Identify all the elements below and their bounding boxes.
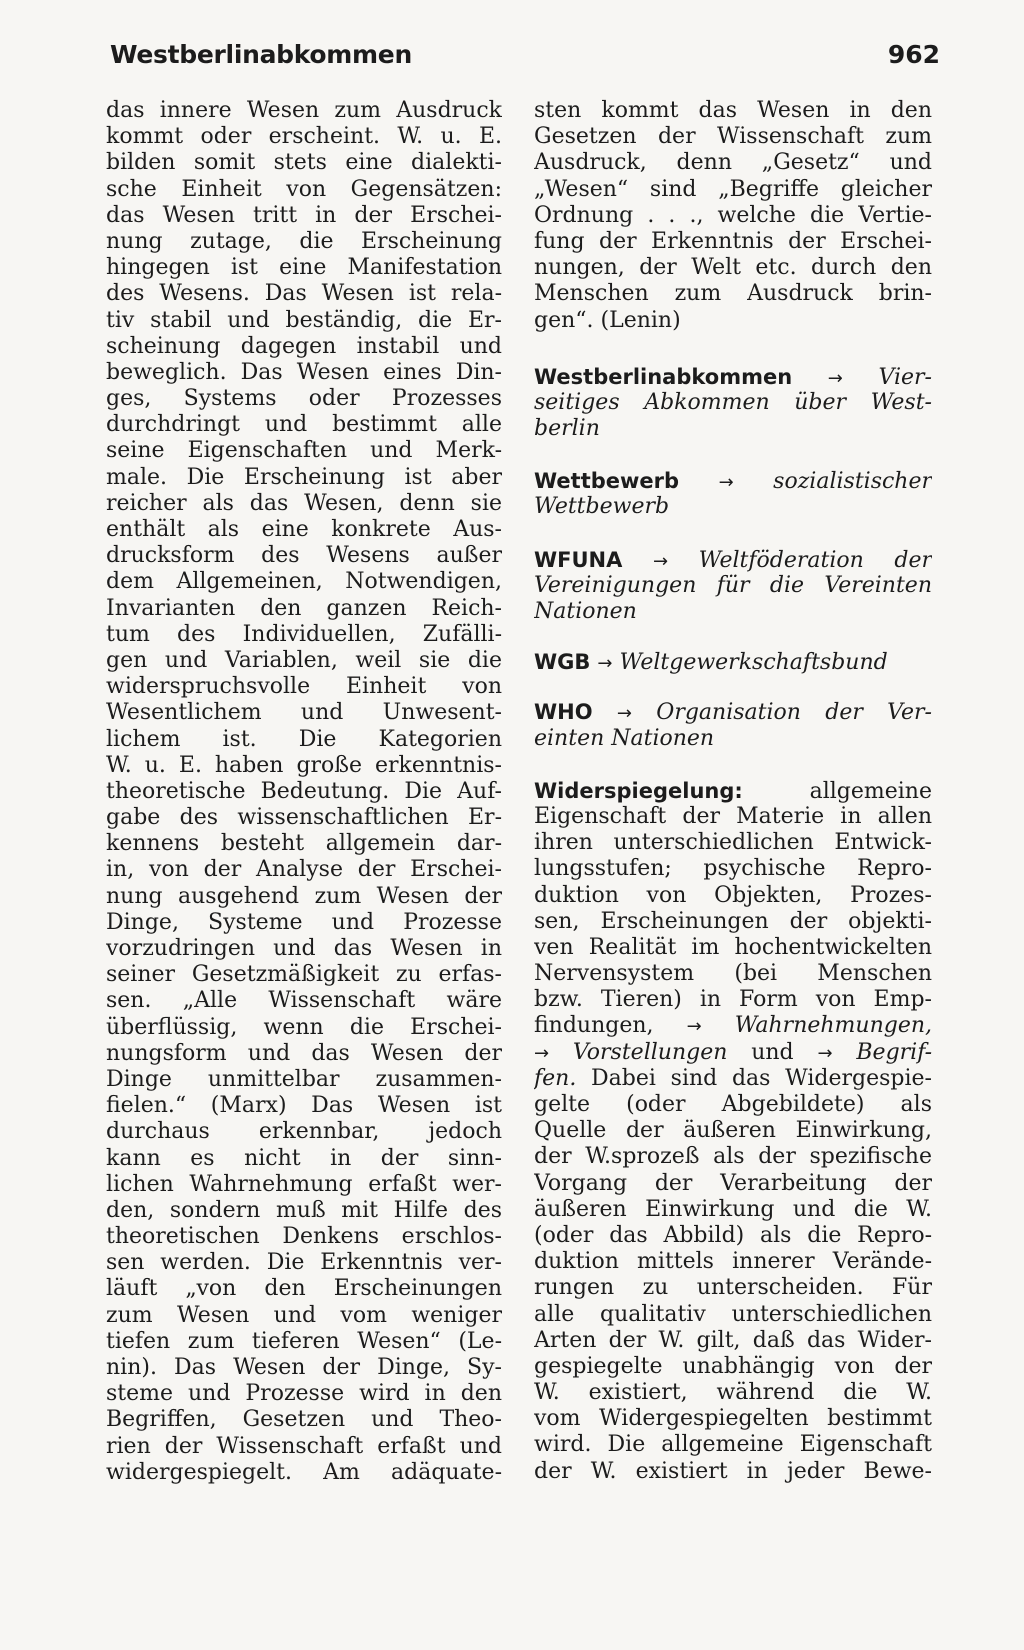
cross-reference-arrow: → [652,550,669,572]
left-column [106,98,502,1486]
text-line: der W. existiert in jeder Bewe- [534,1458,932,1484]
continued-entry-text [534,98,932,334]
cross-reference-arrow: → [827,367,843,389]
text-line: rien der Wissenschaft erfaßt und [106,1433,502,1459]
text-line: nin). Das Wesen der Dinge, Sy- [106,1355,502,1380]
text-line: Quelle der äußeren Einwirkung, [534,1118,932,1144]
text-line: wird. Die allgemeine Eigenschaft [534,1432,932,1458]
text-line: ven Realität im hochentwickelten [534,934,932,960]
text-line: male. Die Erscheinung ist aber [106,464,502,490]
cross-reference[interactable]: Vereinigungen für die Vereinten [534,572,932,598]
cross-reference-arrow: → [817,1042,833,1064]
text-line: das innere Wesen zum Ausdruck [106,98,502,123]
text-line: sche Einheit von Gegensätzen: [106,176,502,202]
text-line: des Wesens. Das Wesen ist rela- [106,281,502,307]
text-line: widerspruchsvolle Einheit von [106,674,502,700]
text-line: den, sondern muß mit Hilfe des [106,1197,502,1223]
text-line: drucksform des Wesens außer [106,543,502,569]
text-line: Vorgang der Verarbeitung der [534,1170,932,1196]
text-line: tum des Individuellen, Zufälli- [106,621,502,647]
text-line: sen. „Alle Wissenschaft wäre [106,988,502,1014]
text-line: ihren unterschiedlichen Entwick- [534,830,932,856]
entry-who [534,699,932,751]
text-line: Begriffen, Gesetzen und Theo- [106,1407,502,1433]
cross-reference[interactable]: Weltföderation der [698,547,932,573]
headword: WFUNA [534,547,623,572]
entry-wgb [534,649,932,675]
headword: WHO [534,700,593,725]
headword: WGB [534,650,591,675]
text-line: nung zutage, die Erscheinung [106,228,502,254]
text-line: fielen.“ (Marx) Das Wesen ist [106,1093,502,1119]
text-line: überflüssig, wenn die Erschei- [106,1014,502,1040]
text-line: duktion von Objekten, Prozes- [534,882,932,908]
cross-reference[interactable]: einten Nationen [534,725,715,751]
text-line: Dinge unmittelbar zusammen- [106,1066,502,1092]
text-line: kommt oder erscheint. W. u. E. [106,124,502,150]
text-line: nungen, der Welt etc. durch den [534,255,932,281]
entry-body [534,804,932,1014]
text-line: Ausdruck, denn „Gesetz“ und [534,150,932,176]
running-head [110,38,940,78]
text-line: gespiegelte unabhängig von der [534,1353,932,1379]
text-line: „Wesen“ sind „Begriffe gleicher [534,176,932,202]
text-line: Dinge, Systeme und Prozesse [106,909,502,935]
entry-widerspiegelung [534,778,932,1485]
cross-reference[interactable]: Organisation der Ver- [656,700,932,726]
text-line: tiefen zum tieferen Wesen“ (Le- [106,1328,502,1354]
text-line: der W.sprozeß als der spezifische [534,1144,932,1170]
text-line: nung ausgehend zum Wesen der [106,883,502,909]
cross-reference[interactable]: Vorstellungen [572,1039,728,1065]
cross-reference[interactable]: Begrif- [856,1039,932,1065]
text-line: kennens besteht allgemein dar- [106,831,502,857]
text-line: theoretischen Denkens erschlos- [106,1224,502,1250]
text-line: Menschen zum Ausdruck brin- [534,281,932,307]
text-line: (oder das Abbild) als die Repro- [534,1222,932,1248]
page-number: 962 [887,40,940,69]
text-line: in, von der Analyse der Erschei- [106,857,502,883]
text-line: theoretische Bedeutung. Die Auf- [106,778,502,804]
text-line: ges, Systems oder Prozesses [106,386,502,412]
cross-reference[interactable]: berlin [534,416,600,442]
cross-reference-arrow: → [597,653,613,675]
text-line: gabe des wissenschaftlichen Er- [106,805,502,831]
text-line: beweglich. Das Wesen eines Din- [106,359,502,385]
entry-text: findungen, [534,1013,654,1039]
text-line: dem Allgemeinen, Notwendigen, [106,569,502,595]
text-line: Ordnung . . ., welche die Vertie- [534,202,932,228]
text-line: widergespiegelt. Am adäquate- [106,1459,502,1485]
text-line: hingegen ist eine Manifestation [106,255,502,281]
text-line: vom Widergespiegelten bestimmt [534,1406,932,1432]
text-line: seiner Gesetzmäßigkeit zu erfas- [106,962,502,988]
text-line: bzw. Tieren) in Form von Emp- [534,987,932,1013]
text-line: Gesetzen der Wissenschaft zum [534,124,932,150]
cross-reference-arrow: → [534,1042,550,1064]
text-line: Arten der W. gilt, daß das Wider- [534,1327,932,1353]
entry-wettbewerb [534,468,932,520]
text-line: lichen Wahrnehmung erfaßt wer- [106,1171,502,1197]
cross-reference[interactable]: seitiges Abkommen über West- [534,389,932,415]
cross-reference[interactable]: Nationen [534,599,637,624]
cross-reference[interactable]: sozialistischer [773,469,932,495]
text-line: lungsstufen; psychische Repro- [534,856,932,882]
text-line: tiv stabil und beständig, die Er- [106,307,502,333]
text-line: sten kommt das Wesen in den [534,98,932,123]
text-line: lichem ist. Die Kategorien [106,726,502,752]
text-line: duktion mittels innerer Verände- [534,1249,932,1275]
text-line: gen und Variablen, weil sie die [106,647,502,673]
text-line: gen“. (Lenin) [534,307,681,333]
text-line: vorzudringen und das Wesen in [106,936,502,961]
cross-reference[interactable]: Weltgewerkschaftsbund [619,650,888,676]
text-line: äußeren Einwirkung und die W. [534,1196,932,1222]
cross-reference-arrow: → [718,472,734,494]
text-line: alle qualitativ unterschiedlichen [534,1301,932,1327]
entry-wfuna [534,547,932,626]
entry-westberlinabkommen [534,364,932,443]
text-line: zum Wesen und vom weniger [106,1302,502,1328]
entry-text: allgemeine [809,778,932,804]
text-line: kann es nicht in der sinn- [106,1145,502,1171]
text-line: durchdringt und bestimmt alle [106,412,502,438]
text-line: enthält als eine konkrete Aus- [106,517,502,542]
text-line: Nervensystem (bei Menschen [534,961,932,987]
right-column [534,98,932,1485]
text-line: läuft „von den Erscheinungen [106,1276,502,1302]
text-line: reicher als das Wesen, denn sie [106,490,502,516]
cross-reference-arrow: → [616,703,632,725]
text-line: gelte (oder Abgebildete) als [534,1092,932,1117]
text-line: durchaus erkennbar, jedoch [106,1119,502,1145]
cross-reference-arrow: → [686,1016,702,1038]
entry-text: Dabei sind das Widergespie- [591,1065,932,1091]
headword: Westberlinabkommen [534,364,793,389]
text-line: bilden somit stets eine dialekti- [106,150,502,176]
text-line: seine Eigenschaften und Merk- [106,438,502,464]
entry-text: und [751,1039,794,1065]
text-line: Invarianten den ganzen Reich- [106,595,502,621]
cross-reference[interactable]: Vier- [878,364,932,390]
text-line: scheinung dagegen instabil und [106,333,502,359]
cross-reference[interactable]: Wahrnehmungen, [734,1013,932,1039]
text-line: Wesentlichem und Unwesent- [106,700,502,726]
entry-body [534,1092,932,1485]
running-head-title: Westberlinabkommen [110,40,412,69]
text-line: W. existiert, während die W. [534,1380,932,1406]
headword: Widerspiegelung: [534,778,743,803]
headword: Wettbewerb [534,469,680,494]
text-line: steme und Prozesse wird in den [106,1381,502,1407]
text-line: fung der Erkenntnis der Erschei- [534,228,932,254]
text-line: rungen zu unterscheiden. Für [534,1275,932,1301]
text-line: sen werden. Die Erkenntnis ver- [106,1250,502,1276]
cross-reference[interactable]: Wettbewerb [534,494,670,520]
text-line: Eigenschaft der Materie in allen [534,803,932,829]
cross-reference[interactable]: fen. [534,1065,577,1091]
text-line: das Wesen tritt in der Erschei- [106,202,502,228]
text-line: sen, Erscheinungen der objekti- [534,908,932,934]
text-line: nungsform und das Wesen der [106,1040,502,1066]
text-line: W. u. E. haben große erkenntnis- [106,752,502,778]
